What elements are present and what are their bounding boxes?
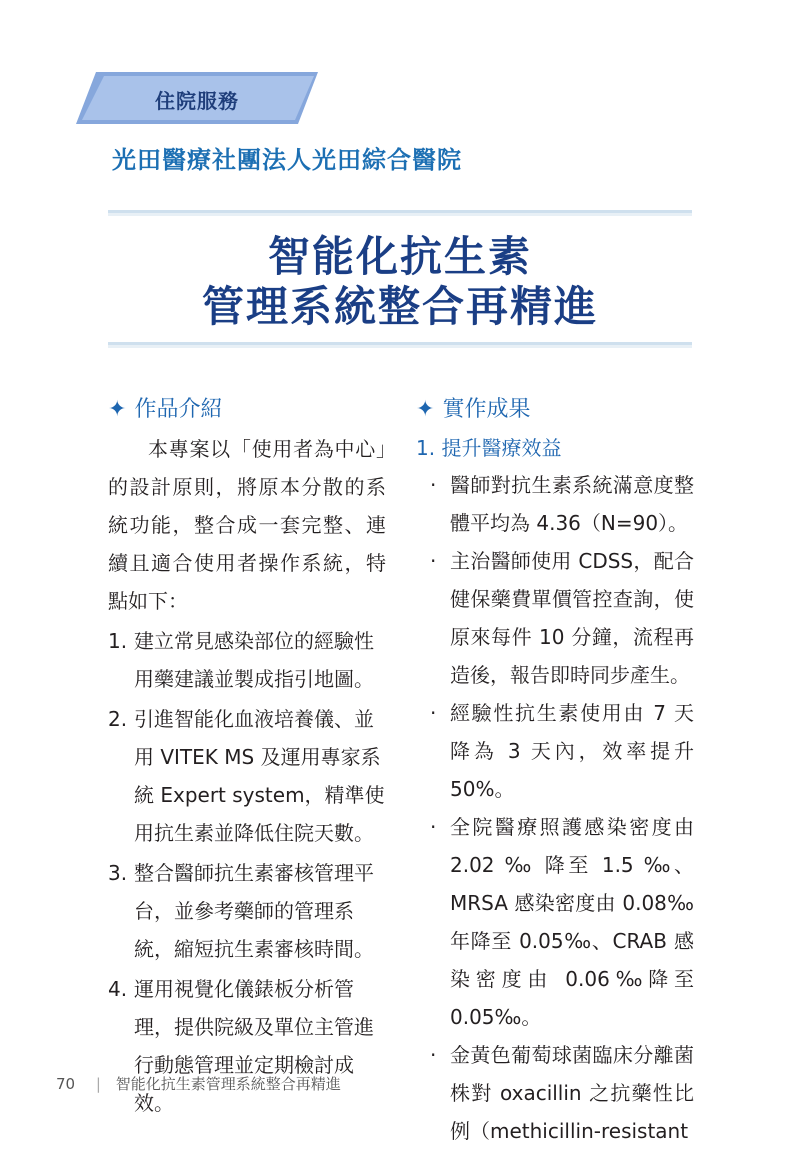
result-bullet: · 主治醫師使用 CDSS，配合健保藥費單價管控查詢，使原來每件 10 分鐘，流程再造後，報告即時同步產生。	[416, 542, 694, 694]
bullet-dot-icon: ·	[430, 549, 437, 573]
result-bullet: · 醫師對抗生素系統滿意度整體平均為 4.36（N=90）。	[416, 466, 694, 542]
title-line-2: 管理系統整合再精進	[201, 282, 598, 331]
list-item: 3. 整合醫師抗生素審核管理平台，並參考藥師的管理系統，縮短抗生素審核時間。	[108, 861, 374, 961]
page-number: 70	[56, 1075, 76, 1093]
result-bullet: · 經驗性抗生素使用由 7 天降為 3 天內，效率提升 50%。	[416, 694, 694, 808]
badge-label: 住院服務	[155, 89, 239, 113]
intro-paragraph: 本專案以「使用者為中心」的設計原則，將原本分散的系統功能，整合成一套完整、連續且適合使用者操作系統，特點如下：	[108, 437, 386, 613]
star-icon: ✦	[108, 397, 127, 422]
title-top-rule	[108, 210, 692, 216]
result-bullet: · 金黃色葡萄球菌臨床分離菌株對 oxacillin 之抗藥性比 例（methicillin-resistant	[416, 1036, 694, 1150]
right-column	[416, 390, 714, 1150]
list-item: 4. 運用視覺化儀錶板分析管理，提供院級及單位主管進行動態管理並定期檢討成效。	[108, 977, 374, 1115]
list-item: 1. 建立常見感染部位的經驗性用藥建議並製成指引地圖。	[108, 629, 374, 691]
section-heading-intro: ✦ 作品介紹	[108, 397, 223, 422]
section-heading-results: ✦ 實作成果	[416, 397, 531, 422]
running-title: 智能化抗生素管理系統整合再精進	[115, 1075, 341, 1093]
section-badge	[76, 72, 318, 124]
bullet-dot-icon: ·	[430, 701, 437, 725]
bullet-dot-icon: ·	[430, 815, 437, 839]
results-subheading: 1. 提升醫療效益	[416, 436, 562, 460]
bullet-dot-icon: ·	[430, 473, 437, 497]
list-item: 2. 引進智能化血液培養儀、並用 VITEK MS 及運用專家系統 Expert system，精準使用抗生素並降低住院天數。	[108, 707, 385, 845]
star-icon: ✦	[416, 397, 435, 422]
result-bullet: · 全院醫療照護感染密度由 2.02 ‰ 降至 1.5 ‰、MRSA 感染密度由 0.08‰年降至 0.05‰、CRAB 感染密度由 0.06‰降至 0.05‰。	[416, 808, 694, 1036]
bullet-dot-icon: ·	[430, 1043, 437, 1067]
page-footer	[56, 1073, 341, 1094]
left-column	[108, 390, 386, 1122]
hospital-name: 光田醫療社團法人光田綜合醫院	[112, 146, 462, 174]
title-line-1: 智能化抗生素	[267, 232, 532, 281]
title-bottom-rule	[108, 342, 692, 348]
footer-separator: |	[95, 1075, 101, 1093]
